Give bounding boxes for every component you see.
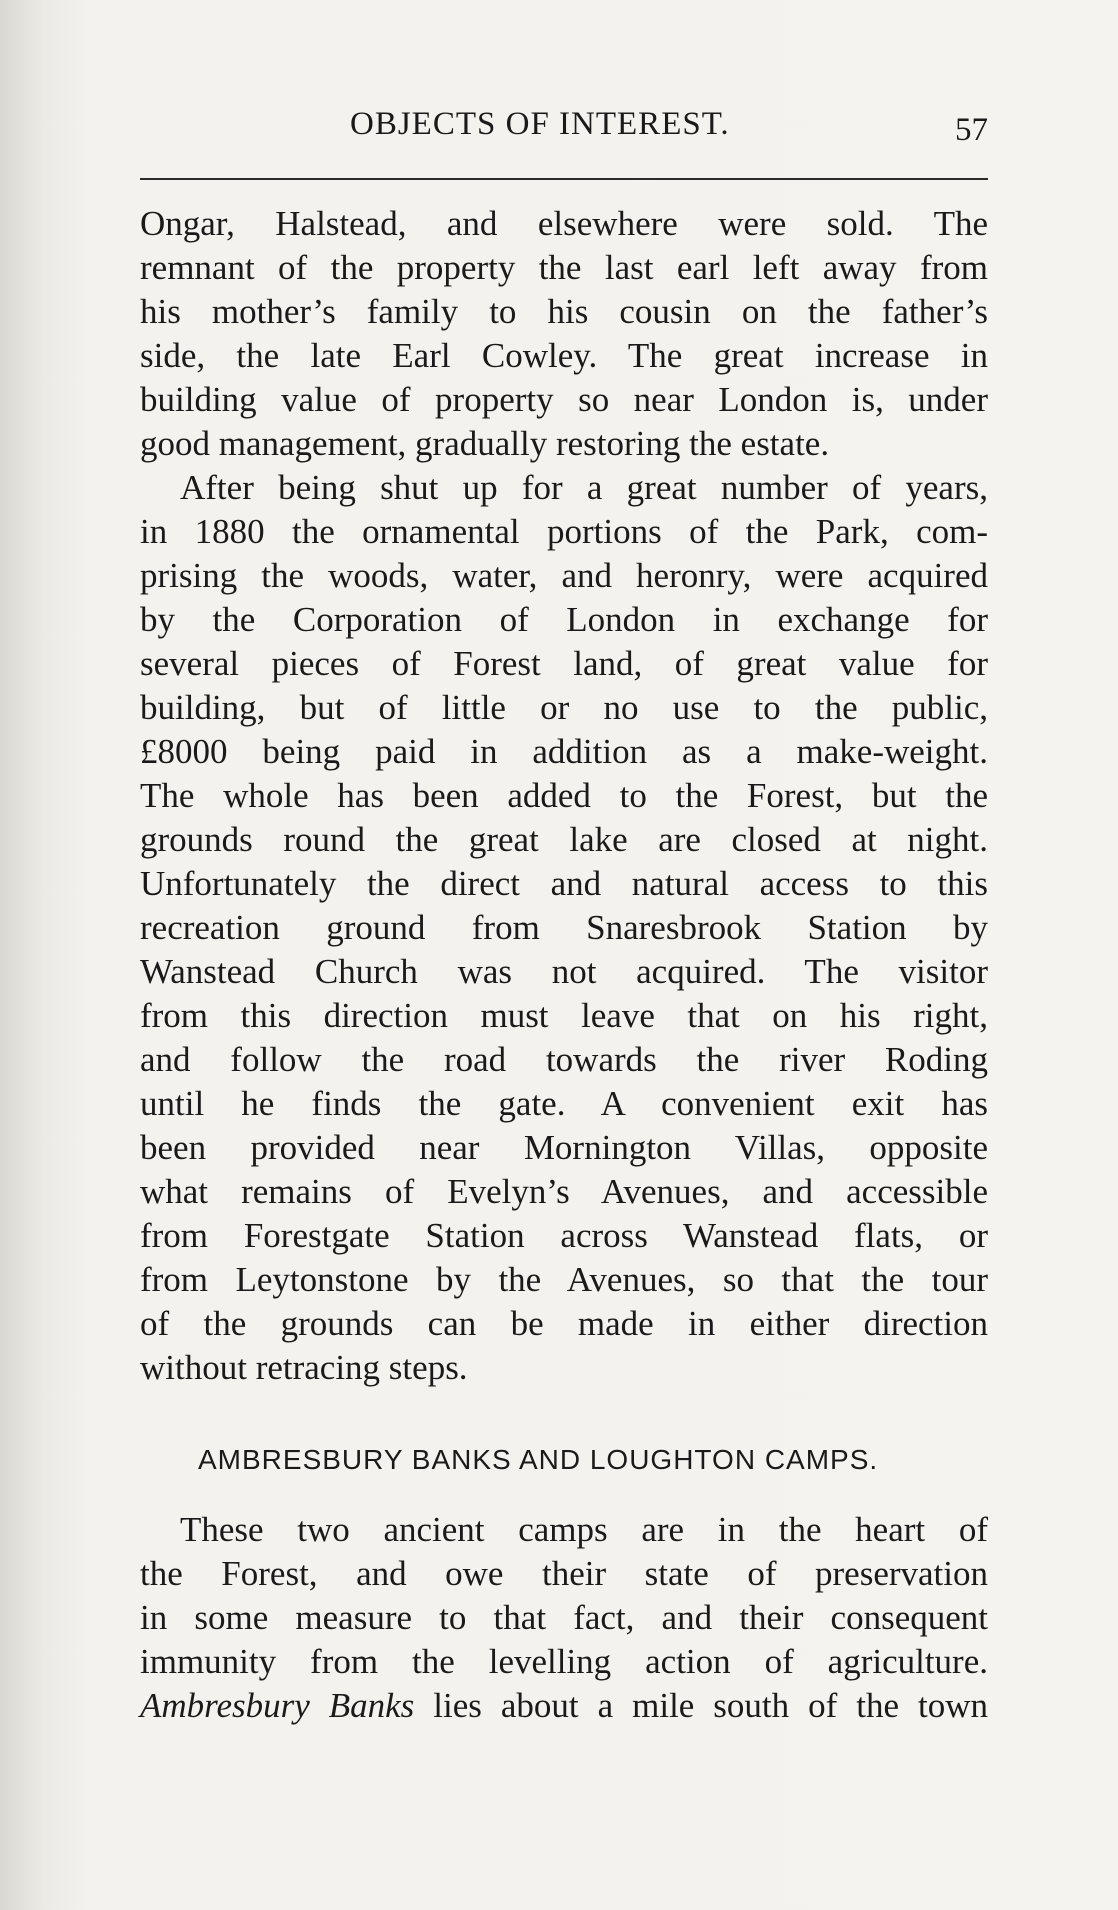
italic-place-name: Ambresbury Banks <box>140 1686 415 1725</box>
text-line: These two ancient camps are in the heart of <box>180 1510 988 1549</box>
text-line: remnant of the property the last earl left away from <box>140 248 988 287</box>
text-line: immunity from the levelling action of agriculture. <box>140 1642 988 1681</box>
text-line: his mother’s family to his cousin on the father’s <box>140 292 988 331</box>
text-line: Wanstead Church was not acquired. The visitor <box>140 952 988 991</box>
text-line: side, the late Earl Cowley. The great increase in <box>140 336 988 375</box>
header-rule <box>140 178 988 180</box>
text-line: good management, gradually restoring the estate. <box>140 424 830 463</box>
text-line: from Forestgate Station across Wanstead flats, or <box>140 1216 988 1255</box>
body-text <box>140 202 988 1390</box>
text-line: without retracing steps. <box>140 1348 468 1387</box>
text-line: recreation ground from Snaresbrook Station by <box>140 908 988 947</box>
text-line: been provided near Mornington Villas, opposite <box>140 1128 988 1167</box>
text-line: several pieces of Forest land, of great value for <box>140 644 988 683</box>
section-heading: AMBRESBURY BANKS AND LOUGHTON CAMPS. <box>198 1444 879 1475</box>
text-line: of the grounds can be made in either direction <box>140 1304 988 1343</box>
text-line: Unfortunately the direct and natural access to this <box>140 864 988 903</box>
running-head: OBJECTS OF INTEREST. <box>350 106 730 142</box>
text-line: The whole has been added to the Forest, but the <box>140 776 988 815</box>
text-line: from this direction must leave that on his right, <box>140 996 988 1035</box>
text-line: until he finds the gate. A convenient exit has <box>140 1084 988 1123</box>
text-line: in some measure to that fact, and their consequent <box>140 1598 988 1637</box>
text-line: the Forest, and owe their state of preservation <box>140 1554 988 1593</box>
text-line: by the Corporation of London in exchange for <box>140 600 988 639</box>
text-line: £8000 being paid in addition as a make-weight. <box>140 732 988 771</box>
text-line: prising the woods, water, and heronry, were acquired <box>140 556 988 595</box>
body-text-continued <box>140 1508 988 1728</box>
text-line: and follow the road towards the river Roding <box>140 1040 988 1079</box>
text-line: in 1880 the ornamental portions of the Park, com- <box>140 512 988 551</box>
text-line: After being shut up for a great number of years, <box>180 468 988 507</box>
text-line <box>140 1684 988 1728</box>
text-line: building value of property so near London is, under <box>140 380 988 419</box>
text-line: grounds round the great lake are closed at night. <box>140 820 988 859</box>
page-number: 57 <box>955 112 988 148</box>
text-line: building, but of little or no use to the public, <box>140 688 988 727</box>
text-line: from Leytonstone by the Avenues, so that the tour <box>140 1260 988 1299</box>
line-continuation: lies about a mile south of the town <box>414 1686 988 1725</box>
text-line: what remains of Evelyn’s Avenues, and accessible <box>140 1172 988 1211</box>
text-line: Ongar, Halstead, and elsewhere were sold. The <box>140 204 988 243</box>
page-header <box>140 100 988 160</box>
